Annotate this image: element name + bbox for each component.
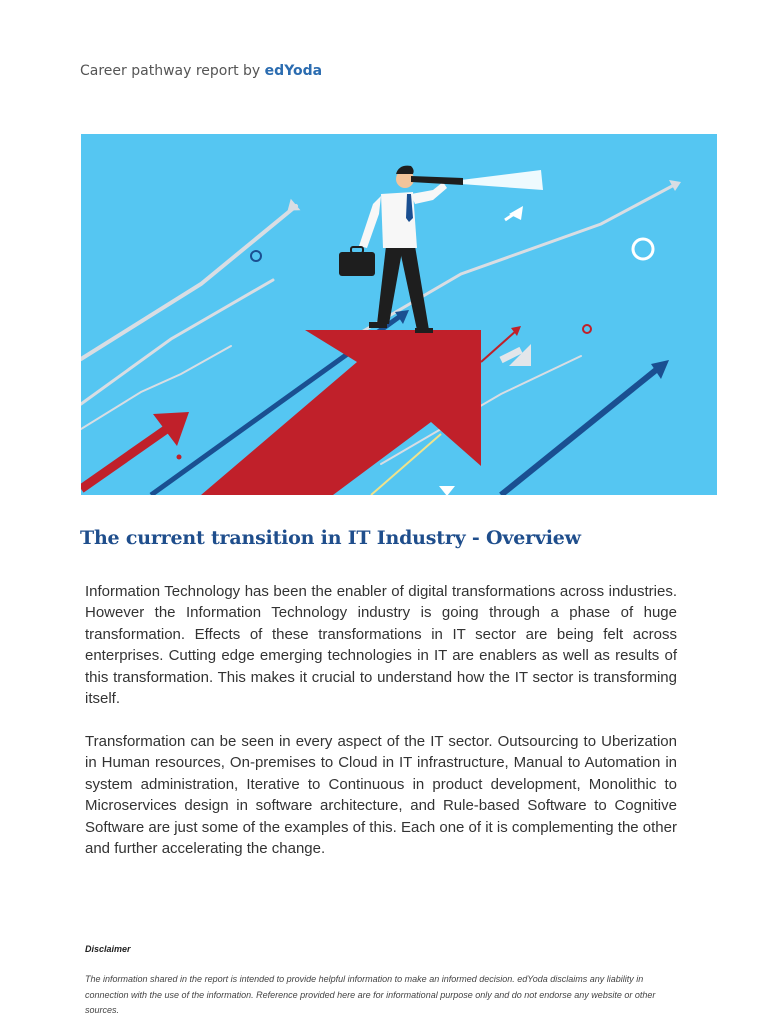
paragraph-overview: Information Technology has been the enabler of digital transformations across industries. However the Information Technology industry is going through a phase of huge transformation. Effects of these transformations in IT sector are being felt across enterprises. Cutting edge emerging technologies in IT are enablers as well as results of this transformation. This makes it crucial to understand how the IT sector is transforming itself. (85, 583, 677, 708)
circle-white (633, 239, 653, 259)
dot-red (177, 455, 182, 460)
disclaimer-text: The information shared in the report is intended to provide helpful information to make an informed decision. edYoda disclaims any liability in connection with the use of the information. Reference provided here are for informational purpose only and do not endorse any website or other sources. (85, 974, 656, 1016)
circle-red (583, 325, 591, 333)
circle-navy (251, 251, 261, 261)
big-red-arrow (201, 330, 481, 495)
navy-arrow-line-2 (501, 370, 656, 495)
header-prefix: Career pathway report by (80, 63, 265, 79)
white-arrow-line-1 (81, 206, 296, 359)
section-title: The current transition in IT Industry - Overview (80, 527, 581, 549)
disclaimer-title: Disclaimer (85, 944, 131, 954)
paragraph-transformation-examples: Transformation can be seen in every aspect of the IT sector. Outsourcing to Uberization in Human resources, On-premises to Cloud in IT infrastructure, Manual to Automation in system administration, Iterative to Continuous in product development, Monolithic to Microservices design in software architecture, and Rule-based Software to Cognitive Software are just some of the examples of this. Each one of it is complementing the other and further accelerating the change. (85, 733, 677, 858)
telescope-beam (461, 170, 543, 190)
hero-illustration (81, 134, 717, 495)
report-header (80, 63, 322, 79)
brand-name: edYoda (264, 63, 323, 79)
hero-svg (81, 134, 717, 495)
